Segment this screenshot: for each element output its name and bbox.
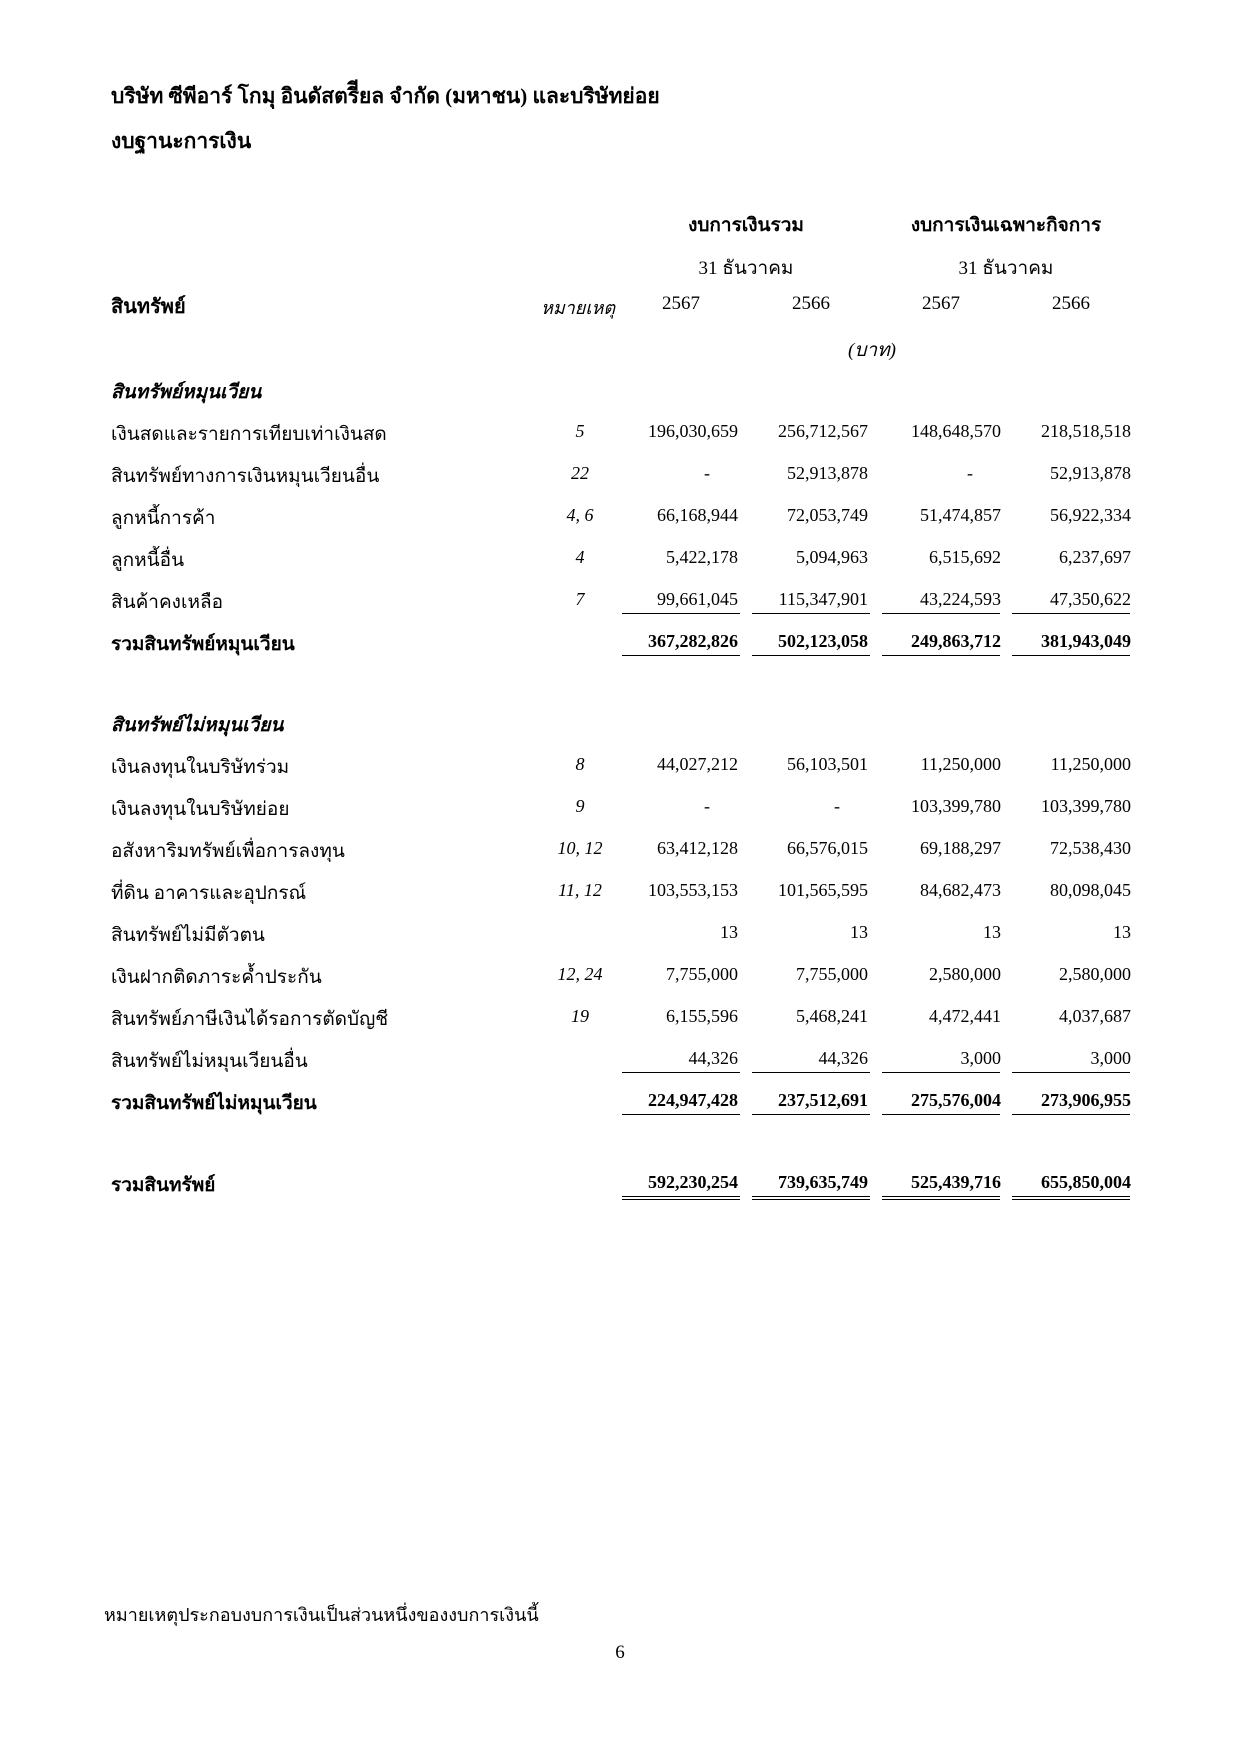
rule bbox=[622, 1114, 740, 1115]
total-value: 381,943,049 bbox=[1041, 631, 1131, 651]
footer-note: หมายเหตุประกอบงบการเงินเป็นส่วนหนึ่งของงบการเงินนี้ bbox=[104, 1605, 539, 1625]
row-label: ลูกหนี้การค้า bbox=[111, 508, 216, 529]
header-consolidated: งบการเงินรวม bbox=[688, 215, 804, 236]
row-value: 5,468,241 bbox=[796, 1006, 868, 1026]
total-value: 739,635,749 bbox=[778, 1172, 868, 1192]
row-value: 103,399,780 bbox=[911, 796, 1001, 816]
row-note: 10, 12 bbox=[557, 838, 603, 858]
row-value: 69,188,297 bbox=[920, 838, 1001, 858]
row-value: 5,422,178 bbox=[666, 547, 738, 567]
row-note: 4 bbox=[575, 547, 585, 567]
noncurrent-assets-heading: สินทรัพย์ไม่หมุนเวียน bbox=[111, 715, 284, 736]
row-value: 13 bbox=[850, 922, 868, 942]
total-noncurrent-assets-label: รวมสินทรัพย์ไม่หมุนเวียน bbox=[111, 1093, 317, 1114]
row-label: ลูกหนี้อื่น bbox=[111, 550, 185, 571]
double-rule bbox=[622, 1196, 740, 1200]
rule bbox=[752, 1072, 870, 1073]
rule bbox=[622, 613, 740, 614]
row-note: 22 bbox=[571, 463, 589, 483]
row-note: 5 bbox=[575, 421, 585, 441]
row-note: 19 bbox=[571, 1006, 589, 1026]
row-value: 80,098,045 bbox=[1050, 880, 1131, 900]
header-year: 2567 bbox=[662, 293, 700, 314]
row-label: เงินสดและรายการเทียบเท่าเงินสด bbox=[111, 424, 387, 445]
row-value: 66,168,944 bbox=[657, 505, 738, 525]
total-value: 224,947,428 bbox=[648, 1090, 738, 1110]
row-value: 256,712,567 bbox=[778, 421, 868, 441]
row-value: 51,474,857 bbox=[920, 505, 1001, 525]
row-value: 66,576,015 bbox=[787, 838, 868, 858]
current-assets-heading: สินทรัพย์หมุนเวียน bbox=[111, 382, 262, 403]
row-label: เงินลงทุนในบริษัทย่อย bbox=[111, 799, 290, 820]
rule bbox=[1012, 1114, 1130, 1115]
row-value: 4,037,687 bbox=[1059, 1006, 1131, 1026]
header-date-consolidated: 31 ธันวาคม bbox=[698, 258, 794, 279]
row-value: - bbox=[704, 463, 710, 483]
row-label: สินทรัพย์ไม่หมุนเวียนอื่น bbox=[111, 1051, 308, 1072]
total-value: 273,906,955 bbox=[1041, 1090, 1131, 1110]
rule bbox=[622, 1072, 740, 1073]
rule bbox=[1012, 1072, 1130, 1073]
total-value: 592,230,254 bbox=[648, 1172, 738, 1192]
row-value: 13 bbox=[983, 922, 1001, 942]
row-value: 72,538,430 bbox=[1050, 838, 1131, 858]
row-value: 52,913,878 bbox=[1050, 463, 1131, 483]
rule bbox=[752, 613, 870, 614]
rule bbox=[882, 1114, 1000, 1115]
row-label: เงินฝากติดภาระค้ำประกัน bbox=[111, 967, 322, 988]
rule bbox=[622, 655, 740, 656]
row-value: 2,580,000 bbox=[929, 964, 1001, 984]
row-value: 99,661,045 bbox=[657, 589, 738, 609]
page-number: 6 bbox=[615, 1642, 625, 1663]
double-rule bbox=[882, 1196, 1000, 1200]
row-note: 11, 12 bbox=[558, 880, 602, 900]
row-label: เงินลงทุนในบริษัทร่วม bbox=[111, 757, 290, 778]
rule bbox=[882, 613, 1000, 614]
row-value: 13 bbox=[1113, 922, 1131, 942]
header-year: 2567 bbox=[922, 293, 960, 314]
row-label: สินค้าคงเหลือ bbox=[111, 592, 224, 613]
row-value: - bbox=[967, 463, 973, 483]
row-label: สินทรัพย์ทางการเงินหมุนเวียนอื่น bbox=[111, 466, 380, 487]
total-value: 275,576,004 bbox=[911, 1090, 1001, 1110]
statement-title: งบฐานะการเงิน bbox=[111, 129, 252, 153]
row-note: 9 bbox=[575, 796, 585, 816]
row-label: อสังหาริมทรัพย์เพื่อการลงทุน bbox=[111, 841, 345, 862]
rule bbox=[882, 655, 1000, 656]
rule bbox=[882, 1072, 1000, 1073]
row-value: 196,030,659 bbox=[648, 421, 738, 441]
row-value: 218,518,518 bbox=[1041, 421, 1131, 441]
header-separate: งบการเงินเฉพาะกิจการ bbox=[910, 215, 1102, 236]
row-value: 5,094,963 bbox=[796, 547, 868, 567]
row-note: 4, 6 bbox=[566, 505, 594, 525]
rule bbox=[1012, 613, 1130, 614]
row-value: 7,755,000 bbox=[796, 964, 868, 984]
row-value: 7,755,000 bbox=[666, 964, 738, 984]
total-value: 367,282,826 bbox=[648, 631, 738, 651]
row-label: สินทรัพย์ไม่มีตัวตน bbox=[111, 925, 265, 946]
header-year: 2566 bbox=[1052, 293, 1090, 314]
row-value: 101,565,595 bbox=[778, 880, 868, 900]
row-value: 2,580,000 bbox=[1059, 964, 1131, 984]
header-year: 2566 bbox=[792, 293, 830, 314]
total-value: 502,123,058 bbox=[778, 631, 868, 651]
row-value: 44,326 bbox=[818, 1048, 868, 1068]
row-value: 4,472,441 bbox=[929, 1006, 1001, 1026]
rule bbox=[1012, 655, 1130, 656]
row-value: 6,237,697 bbox=[1059, 547, 1131, 567]
row-note: 12, 24 bbox=[557, 964, 603, 984]
total-value: 655,850,004 bbox=[1041, 1172, 1131, 1192]
row-value: 115,347,901 bbox=[778, 589, 868, 609]
total-value: 249,863,712 bbox=[911, 631, 1001, 651]
row-value: 56,103,501 bbox=[787, 754, 868, 774]
rule bbox=[752, 655, 870, 656]
row-value: 11,250,000 bbox=[1050, 754, 1131, 774]
row-note: 7 bbox=[575, 589, 585, 609]
row-value: 11,250,000 bbox=[920, 754, 1001, 774]
row-value: 56,922,334 bbox=[1050, 505, 1131, 525]
row-value: - bbox=[834, 796, 840, 816]
row-value: 13 bbox=[720, 922, 738, 942]
row-value: 52,913,878 bbox=[787, 463, 868, 483]
company-name: บริษัท ซีพีอาร์ โกมุ อินดัสตรีียล จำกัด (มหาชน) และบริษัทย่อย bbox=[111, 84, 660, 108]
row-value: 44,027,212 bbox=[657, 754, 738, 774]
double-rule bbox=[1012, 1196, 1130, 1200]
row-value: - bbox=[704, 796, 710, 816]
row-value: 148,648,570 bbox=[911, 421, 1001, 441]
header-note: หมายเหตุ bbox=[540, 298, 616, 318]
total-assets-label: รวมสินทรัพย์ bbox=[111, 1175, 216, 1196]
row-value: 72,053,749 bbox=[787, 505, 868, 525]
row-value: 6,155,596 bbox=[666, 1006, 738, 1026]
row-value: 43,224,593 bbox=[920, 589, 1001, 609]
row-label: ที่ดิน อาคารและอุปกรณ์ bbox=[111, 883, 307, 904]
total-current-assets-label: รวมสินทรัพย์หมุนเวียน bbox=[111, 634, 295, 655]
row-value: 84,682,473 bbox=[920, 880, 1001, 900]
total-value: 237,512,691 bbox=[778, 1090, 868, 1110]
row-value: 44,326 bbox=[688, 1048, 738, 1068]
row-value: 3,000 bbox=[1090, 1048, 1131, 1068]
double-rule bbox=[752, 1196, 870, 1200]
row-note: 8 bbox=[575, 754, 585, 774]
total-value: 525,439,716 bbox=[911, 1172, 1001, 1192]
row-value: 103,399,780 bbox=[1041, 796, 1131, 816]
row-value: 6,515,692 bbox=[929, 547, 1001, 567]
row-label: สินทรัพย์ภาษีเงินได้รอการตัดบัญชี bbox=[111, 1009, 389, 1030]
rule bbox=[752, 1114, 870, 1115]
unit-label: (บาท) bbox=[848, 340, 896, 361]
row-value: 3,000 bbox=[960, 1048, 1001, 1068]
row-value: 63,412,128 bbox=[657, 838, 738, 858]
row-value: 103,553,153 bbox=[648, 880, 738, 900]
row-value: 47,350,622 bbox=[1050, 589, 1131, 609]
header-date-separate: 31 ธันวาคม bbox=[958, 258, 1054, 279]
section-assets: สินทรัพย์ bbox=[111, 296, 186, 318]
